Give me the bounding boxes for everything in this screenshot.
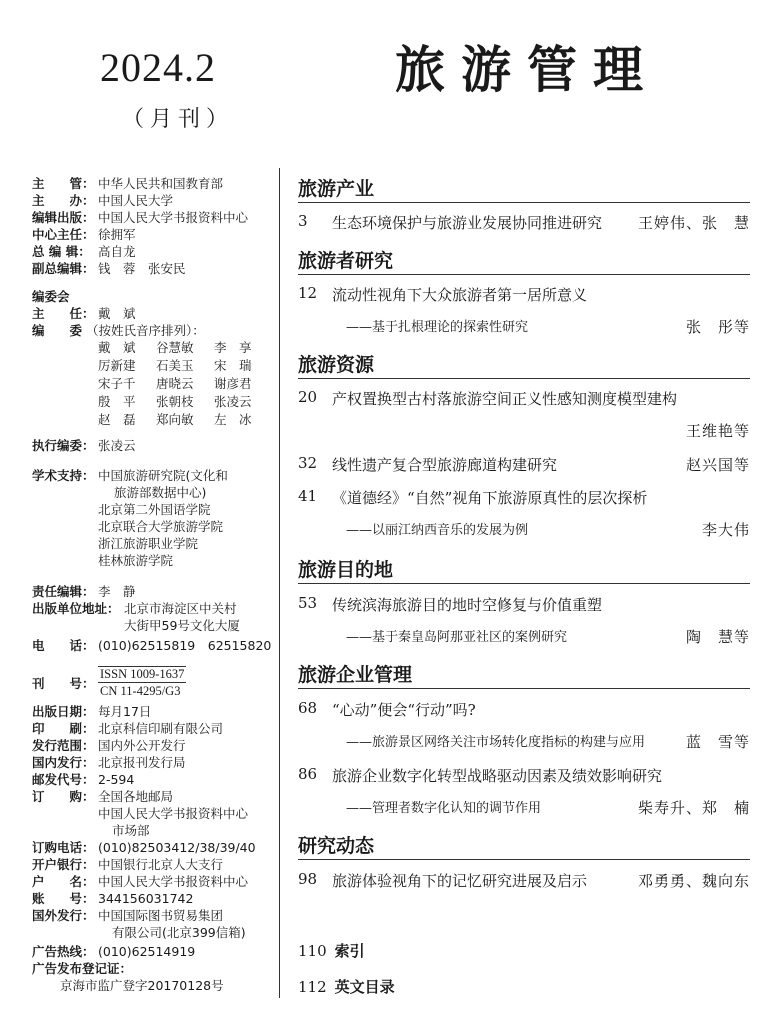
contents-page: 2024.2 （月刊） 旅游管理 主 管： 中华人民共和国教育部 主 办： 中国人民大学 编辑出版： 中国人民大学书报资料中心 中心主任： 徐拥军 总 编 辑： 高自龙 副总编辑： 钱 蓉 张安民 编委会 主 任： 戴 斌 编 委 （按姓氏音序排列）： 戴 斌 谷慧敏 李 享 厉新建 石美玉 宋 瑞 宋子千 唐晓云 谢彦君 殷 平 张朝枝 张凌云 赵 磊 郑向敏 左 冰 执行编委： 张凌云 学术支持： 中国旅游研究院(文化和 旅游部数据中心) 北京第二外国语学院 北京联合大学旅游学院 浙江旅游职业学院 桂林旅游学院 责任编辑： 李 静 出版单位地址： 北京市海淀区中关村 大街甲59号文化大厦 电 话： (010)62515819 62515820 刊 号： ISSN 1009-1637 CN 11-4295/G3 出版日期： 每月17日 印 刷： 北京科信印刷有限公司 发行范围： 国内外公开发行 国内发行： 北京报刊发行局 邮发代号： 2-594 订 购： 全国各地邮局 中国人民大学书报资料中心 市场部 订购电话： (010)82503412/38/39/40 开户银行： 中国银行北京人大支行 户 名： 中国人民大学书报资料中心 账 号： 344156031742 国外发行： 中国国际图书贸易集团 有限公司(北京399信箱) 广告热线： (010)62514919 广告发布登记证： 京海市监广登字20170128号 旅游产业 3 生态环境保护与旅游业发展协同推进研究 王婷伟、张 慧 旅游者研究 12 流动性视角下大众旅游者第一居所意义 ——基于扎根理论的探索性研究 张 彤等 旅游资源 20 产权置换型古村落旅游空间正义性感知测度模型建构 王维艳等 32 线性遗产复合型旅游廊道构建研究 赵兴国等 41 《道德经》“自然”视角下旅游原真性的层次探析 ——以丽江纳西音乐的发展为例 李大伟 旅游目的地 53 传统滨海旅游目的地时空修复与价值重塑 ——基于秦皇岛阿那亚社区的案例研究 陶 慧等 旅游企业管理 68 “心动”便会“行动”吗? ——旅游景区网络关注市场转化度指标的构建与应用 蓝 雪等 86 旅游企业数字化转型战略驱动因素及绩效影响研究 ——管理者数字化认知的调节作用 柴寿升、郑 楠 研究动态 98 旅游体验视角下的记忆研究进展及启示 邓勇勇、魏向东 110 索引 112 英文目录 [0, 0, 782, 1033]
toc-article[interactable] [298, 284, 750, 338]
column-divider [279, 168, 280, 998]
committee-members [98, 340, 278, 430]
toc-category: 旅游产业 [298, 178, 375, 200]
article-page: 53 [298, 594, 318, 612]
toc-category: 旅游资源 [298, 354, 375, 376]
article-title: 生态环境保护与旅游业发展协同推进研究 [332, 214, 603, 232]
article-subtitle: ——基于扎根理论的探索性研究 [346, 320, 529, 335]
academic-support-line: 北京第二外国语学院 [98, 502, 211, 517]
article-title: 产权置换型古村落旅游空间正义性感知测度模型建构 [332, 390, 678, 408]
foreign-distribution-line: 有限公司(北京399信箱) [112, 925, 246, 940]
toc-article[interactable] [298, 388, 750, 442]
committee-member: 谷慧敏 [156, 340, 194, 355]
back-item-page: 110 [298, 942, 327, 960]
subscribe-line: 市场部 [112, 823, 150, 838]
cn-number: CN 11-4295/G3 [100, 684, 181, 698]
article-author: 赵兴国等 [685, 456, 750, 474]
issue-number: 2024.2 [100, 45, 216, 90]
toc-article[interactable] [298, 765, 750, 819]
toc-article[interactable] [298, 699, 750, 753]
back-item-title: 英文目录 [334, 978, 395, 996]
toc-back-item[interactable] [298, 940, 365, 961]
article-page: 20 [298, 388, 318, 406]
article-author: 王维艳等 [685, 422, 750, 440]
category-rule [298, 859, 750, 860]
article-page: 86 [298, 765, 318, 783]
toc-category: 旅游企业管理 [298, 664, 413, 686]
category-rule [298, 583, 750, 584]
toc-category: 旅游者研究 [298, 250, 394, 272]
article-subtitle: ——管理者数字化认知的调节作用 [346, 801, 542, 816]
article-title: “心动”便会“行动”吗? [332, 701, 476, 719]
committee-member: 左 冰 [214, 412, 252, 427]
article-page: 12 [298, 284, 318, 302]
academic-support-line: 桂林旅游学院 [98, 553, 174, 568]
article-subtitle: ——旅游景区网络关注市场转化度指标的构建与应用 [346, 735, 646, 750]
toc-category: 研究动态 [298, 835, 375, 857]
article-author: 蓝 雪等 [685, 733, 750, 751]
committee-member: 殷 平 [98, 394, 136, 409]
back-item-title: 索引 [334, 942, 365, 960]
committee-member: 宋 瑞 [214, 358, 252, 373]
article-page: 32 [298, 454, 318, 472]
article-author: 张 彤等 [685, 318, 750, 336]
committee-member: 郑向敏 [156, 412, 194, 427]
toc-article[interactable] [298, 487, 750, 541]
magazine-title: 旅游管理 [395, 40, 659, 99]
category-rule [298, 202, 750, 203]
article-title: 流动性视角下大众旅游者第一居所意义 [332, 286, 588, 304]
committee-member: 李 享 [214, 340, 252, 355]
committee-member: 张凌云 [214, 394, 252, 409]
article-title: 旅游企业数字化转型战略驱动因素及绩效影响研究 [332, 767, 663, 785]
article-page: 3 [298, 212, 308, 230]
committee-member: 戴 斌 [98, 340, 136, 355]
article-page: 98 [298, 870, 318, 888]
article-title: 线性遗产复合型旅游廊道构建研究 [332, 456, 558, 474]
publisher-address-line: 大街甲59号文化大厦 [124, 618, 240, 633]
committee-member: 赵 磊 [98, 412, 136, 427]
article-author: 柴寿升、郑 楠 [637, 799, 750, 817]
article-page: 41 [298, 487, 318, 505]
publication-frequency: （月刊） [122, 107, 235, 132]
back-item-page: 112 [298, 978, 327, 996]
article-author: 李大伟 [701, 521, 750, 539]
committee-member: 石美玉 [156, 358, 194, 373]
article-page: 68 [298, 699, 318, 717]
toc-category: 旅游目的地 [298, 559, 394, 581]
committee-member: 谢彦君 [214, 376, 252, 391]
toc-article[interactable] [298, 594, 750, 648]
committee-member: 唐晓云 [156, 376, 194, 391]
article-title: 传统滨海旅游目的地时空修复与价值重塑 [332, 596, 603, 614]
article-title: 旅游体验视角下的记忆研究进展及启示 [332, 872, 588, 890]
article-author: 王婷伟、张 慧 [637, 214, 750, 232]
issn-number: ISSN 1009-1637 [100, 667, 185, 681]
academic-support-line: 旅游部数据中心) [114, 485, 207, 500]
committee-member: 厉新建 [98, 358, 136, 373]
ad-license-value: 京海市监广登字20170128号 [60, 978, 224, 993]
toc-back-item[interactable] [298, 976, 395, 997]
article-author: 邓勇勇、魏向东 [637, 872, 750, 890]
article-title: 《道德经》“自然”视角下旅游原真性的层次探析 [332, 489, 648, 507]
article-author: 陶 慧等 [685, 628, 750, 646]
category-rule [298, 378, 750, 379]
article-subtitle: ——基于秦皇岛阿那亚社区的案例研究 [346, 630, 568, 645]
committee-member: 宋子千 [98, 376, 136, 391]
category-rule [298, 688, 750, 689]
academic-support-line: 北京联合大学旅游学院 [98, 519, 224, 534]
article-subtitle: ——以丽江纳西音乐的发展为例 [346, 523, 529, 538]
subscribe-line: 中国人民大学书报资料中心 [98, 806, 249, 821]
category-rule [298, 274, 750, 275]
committee-member: 张朝枝 [156, 394, 194, 409]
academic-support-line: 浙江旅游职业学院 [98, 536, 199, 551]
